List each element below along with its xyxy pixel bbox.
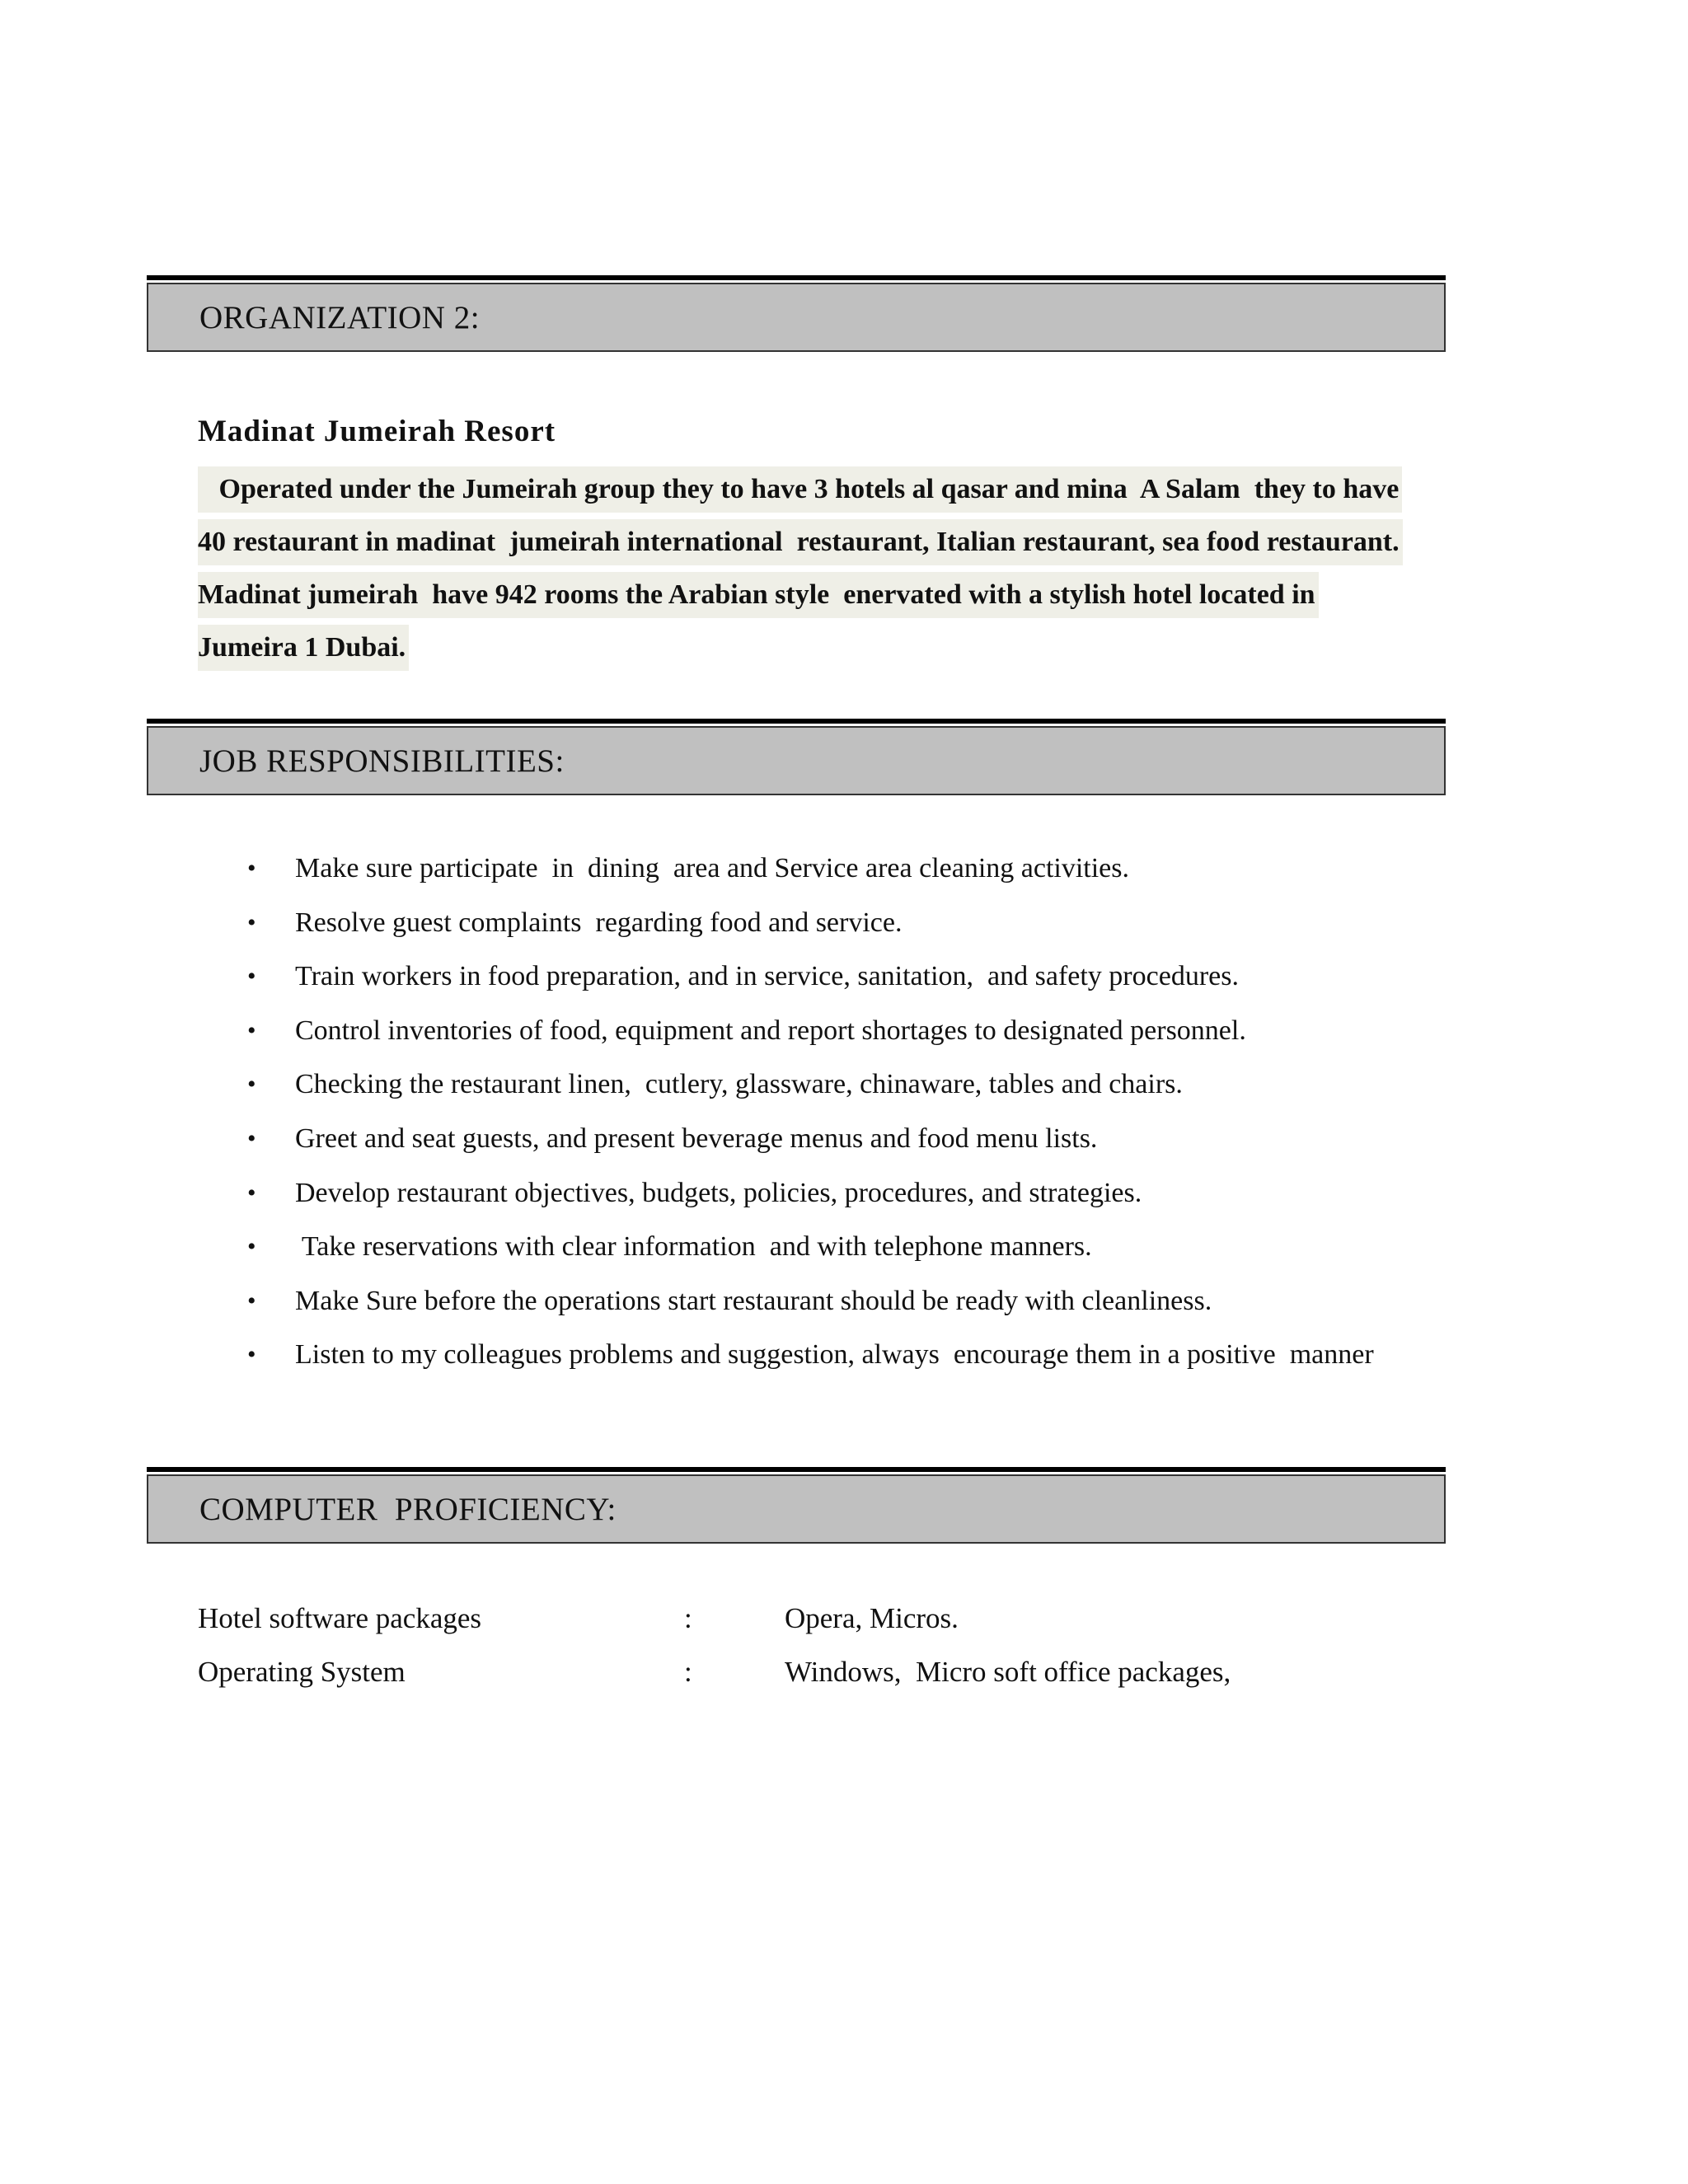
bullet-icon: •: [247, 908, 256, 936]
list-item-text: Listen to my colleagues problems and suggestion, always encourage them in a positive manner: [295, 1339, 1374, 1371]
bullet-icon: •: [247, 1016, 256, 1044]
proficiency-label: Hotel software packages: [198, 1602, 482, 1634]
proficiency-value: Opera, Micros.: [785, 1602, 959, 1634]
list-item-text: Take reservations with clear information and with telephone manners.: [295, 1231, 1092, 1263]
proficiency-table: [198, 1596, 1434, 1703]
list-item: [247, 1332, 1374, 1386]
description-line: Operated under the Jumeirah group they to have 3 hotels al qasar and mina A Salam they to have: [198, 466, 1402, 513]
bullet-icon: •: [247, 1286, 256, 1315]
proficiency-separator: :: [684, 1602, 692, 1634]
list-item-text: Train workers in food preparation, and in service, sanitation, and safety procedures.: [295, 961, 1239, 992]
list-item-text: Make Sure before the operations start restaurant should be ready with cleanliness.: [295, 1285, 1212, 1316]
proficiency-label: Operating System: [198, 1656, 406, 1688]
organization-section-header: [147, 275, 1446, 352]
description-line: Madinat jumeirah have 942 rooms the Arabian style enervated with a stylish hotel located in: [198, 572, 1319, 618]
description-line: 40 restaurant in madinat jumeirah international restaurant, Italian restaurant, sea food restaurant.: [198, 519, 1403, 565]
list-item: [247, 1278, 1374, 1333]
list-item: [247, 846, 1374, 900]
description-line: Jumeira 1 Dubai.: [198, 625, 409, 671]
list-item-text: Greet and seat guests, and present beverage menus and food menu lists.: [295, 1122, 1098, 1154]
list-item: [247, 1170, 1374, 1225]
table-row: [198, 1649, 1434, 1703]
computer-heading: COMPUTER PROFICIENCY:: [147, 1474, 1446, 1544]
bullet-icon: •: [247, 1233, 256, 1261]
computer-section-header: [147, 1467, 1446, 1544]
list-item-text: Control inventories of food, equipment and report shortages to designated personnel.: [295, 1015, 1246, 1046]
organization-description: [198, 466, 1484, 677]
proficiency-separator: :: [684, 1656, 692, 1688]
list-item-text: Make sure participate in dining area and Service area cleaning activities.: [295, 853, 1129, 883]
bullet-icon: •: [247, 1341, 256, 1369]
list-item: [247, 1116, 1374, 1170]
list-item: [247, 1224, 1374, 1278]
bullet-icon: •: [247, 1071, 256, 1099]
organization-heading: ORGANIZATION 2:: [147, 283, 1446, 352]
bullet-icon: •: [247, 963, 256, 991]
table-row: [198, 1596, 1434, 1649]
list-item: [247, 1008, 1374, 1062]
list-item-text: Develop restaurant objectives, budgets, policies, procedures, and strategies.: [295, 1177, 1142, 1208]
list-item: [247, 1062, 1374, 1116]
responsibilities-list: [247, 846, 1374, 1386]
bullet-icon: •: [247, 1124, 256, 1152]
responsibilities-heading: JOB RESPONSIBILITIES:: [147, 726, 1446, 795]
bullet-icon: •: [247, 1179, 256, 1207]
list-item-text: Checking the restaurant linen, cutlery, glassware, chinaware, tables and chairs.: [295, 1069, 1183, 1100]
proficiency-value: Windows, Micro soft office packages,: [785, 1656, 1231, 1688]
bullet-icon: •: [247, 855, 256, 882]
organization-name: Madinat Jumeirah Resort: [198, 415, 556, 448]
list-item: [247, 954, 1374, 1008]
responsibilities-section-header: [147, 719, 1446, 795]
list-item-text: Resolve guest complaints regarding food and service.: [295, 907, 903, 938]
list-item: [247, 900, 1374, 954]
